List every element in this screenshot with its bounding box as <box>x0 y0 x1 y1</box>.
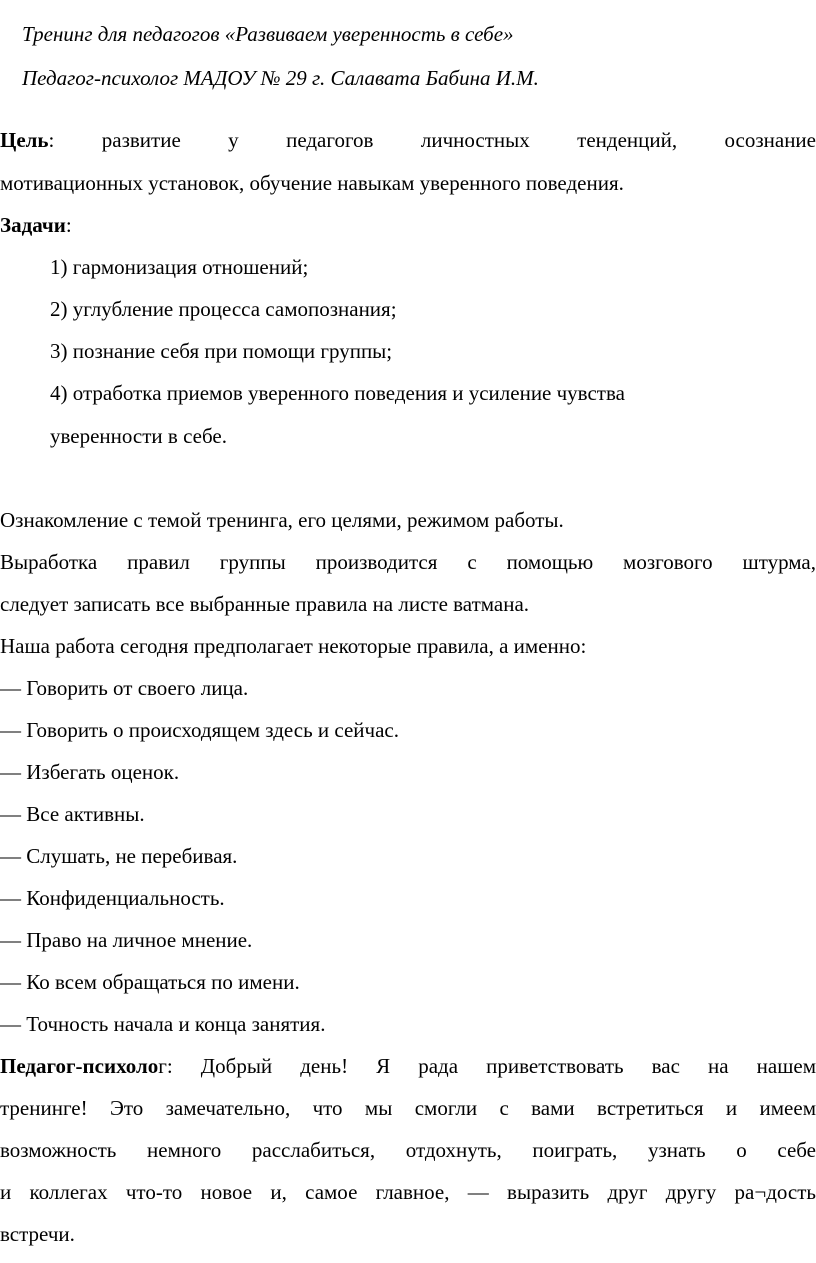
rule-item: — Все активны. <box>0 802 145 826</box>
rule-item: — Говорить от своего лица. <box>0 676 249 700</box>
rules-paragraph-line-1: Выработка правил группы производится с помощью мозгового штурма, <box>0 550 816 574</box>
speech-line-1 <box>0 1054 816 1078</box>
document-title: Тренинг для педагогов «Развиваем уверенность в себе» <box>22 22 514 46</box>
speech-line-2: тренинге! Это замечательно, что мы смогли с вами встретиться и имеем <box>0 1096 816 1120</box>
goal-line-1 <box>0 128 816 152</box>
goal-text-1: : развитие у педагогов личностных тенденций, осознание <box>48 128 816 152</box>
task-item: 2) углубление процесса самопознания; <box>50 297 397 321</box>
speech-text-1: Добрый день! Я рада приветствовать вас на нашем <box>172 1054 816 1078</box>
document-author: Педагог-психолог МАДОУ № 29 г. Салавата Бабина И.М. <box>22 66 539 90</box>
intro-paragraph: Ознакомление с темой тренинга, его целями, режимом работы. <box>0 508 564 532</box>
rule-item: — Точность начала и конца занятия. <box>0 1012 326 1036</box>
rule-item: — Слушать, не перебивая. <box>0 844 238 868</box>
speaker-label: Педагог-психоло <box>0 1054 159 1078</box>
speech-line-5: встречи. <box>0 1222 75 1246</box>
speech-line-3: возможность немного расслабиться, отдохнуть, поиграть, узнать о себе <box>0 1138 816 1162</box>
tasks-colon: : <box>65 213 72 237</box>
speaker-label-tail: г: <box>158 1054 173 1078</box>
goal-line-2: мотивационных установок, обучение навыкам уверенного поведения. <box>0 171 624 195</box>
task-item: уверенности в себе. <box>50 424 227 448</box>
rule-item: — Право на личное мнение. <box>0 928 253 952</box>
rule-item: — Конфиденциальность. <box>0 886 225 910</box>
task-item: 1) гармонизация отношений; <box>50 255 309 279</box>
rules-intro: Наша работа сегодня предполагает некоторые правила, а именно: <box>0 634 587 658</box>
rules-paragraph-line-2: следует записать все выбранные правила на листе ватмана. <box>0 592 530 616</box>
goal-label: Цель <box>0 128 49 152</box>
task-item: 3) познание себя при помощи группы; <box>50 339 393 363</box>
task-item: 4) отработка приемов уверенного поведения и усиление чувства <box>50 381 625 405</box>
rule-item: — Ко всем обращаться по имени. <box>0 970 300 994</box>
tasks-label: Задачи <box>0 213 66 237</box>
rule-item: — Избегать оценок. <box>0 760 180 784</box>
tasks-heading <box>0 213 816 237</box>
rule-item: — Говорить о происходящем здесь и сейчас. <box>0 718 399 742</box>
speech-line-4: и коллегах что-то новое и, самое главное, — выразить друг другу ра¬дость <box>0 1180 816 1204</box>
